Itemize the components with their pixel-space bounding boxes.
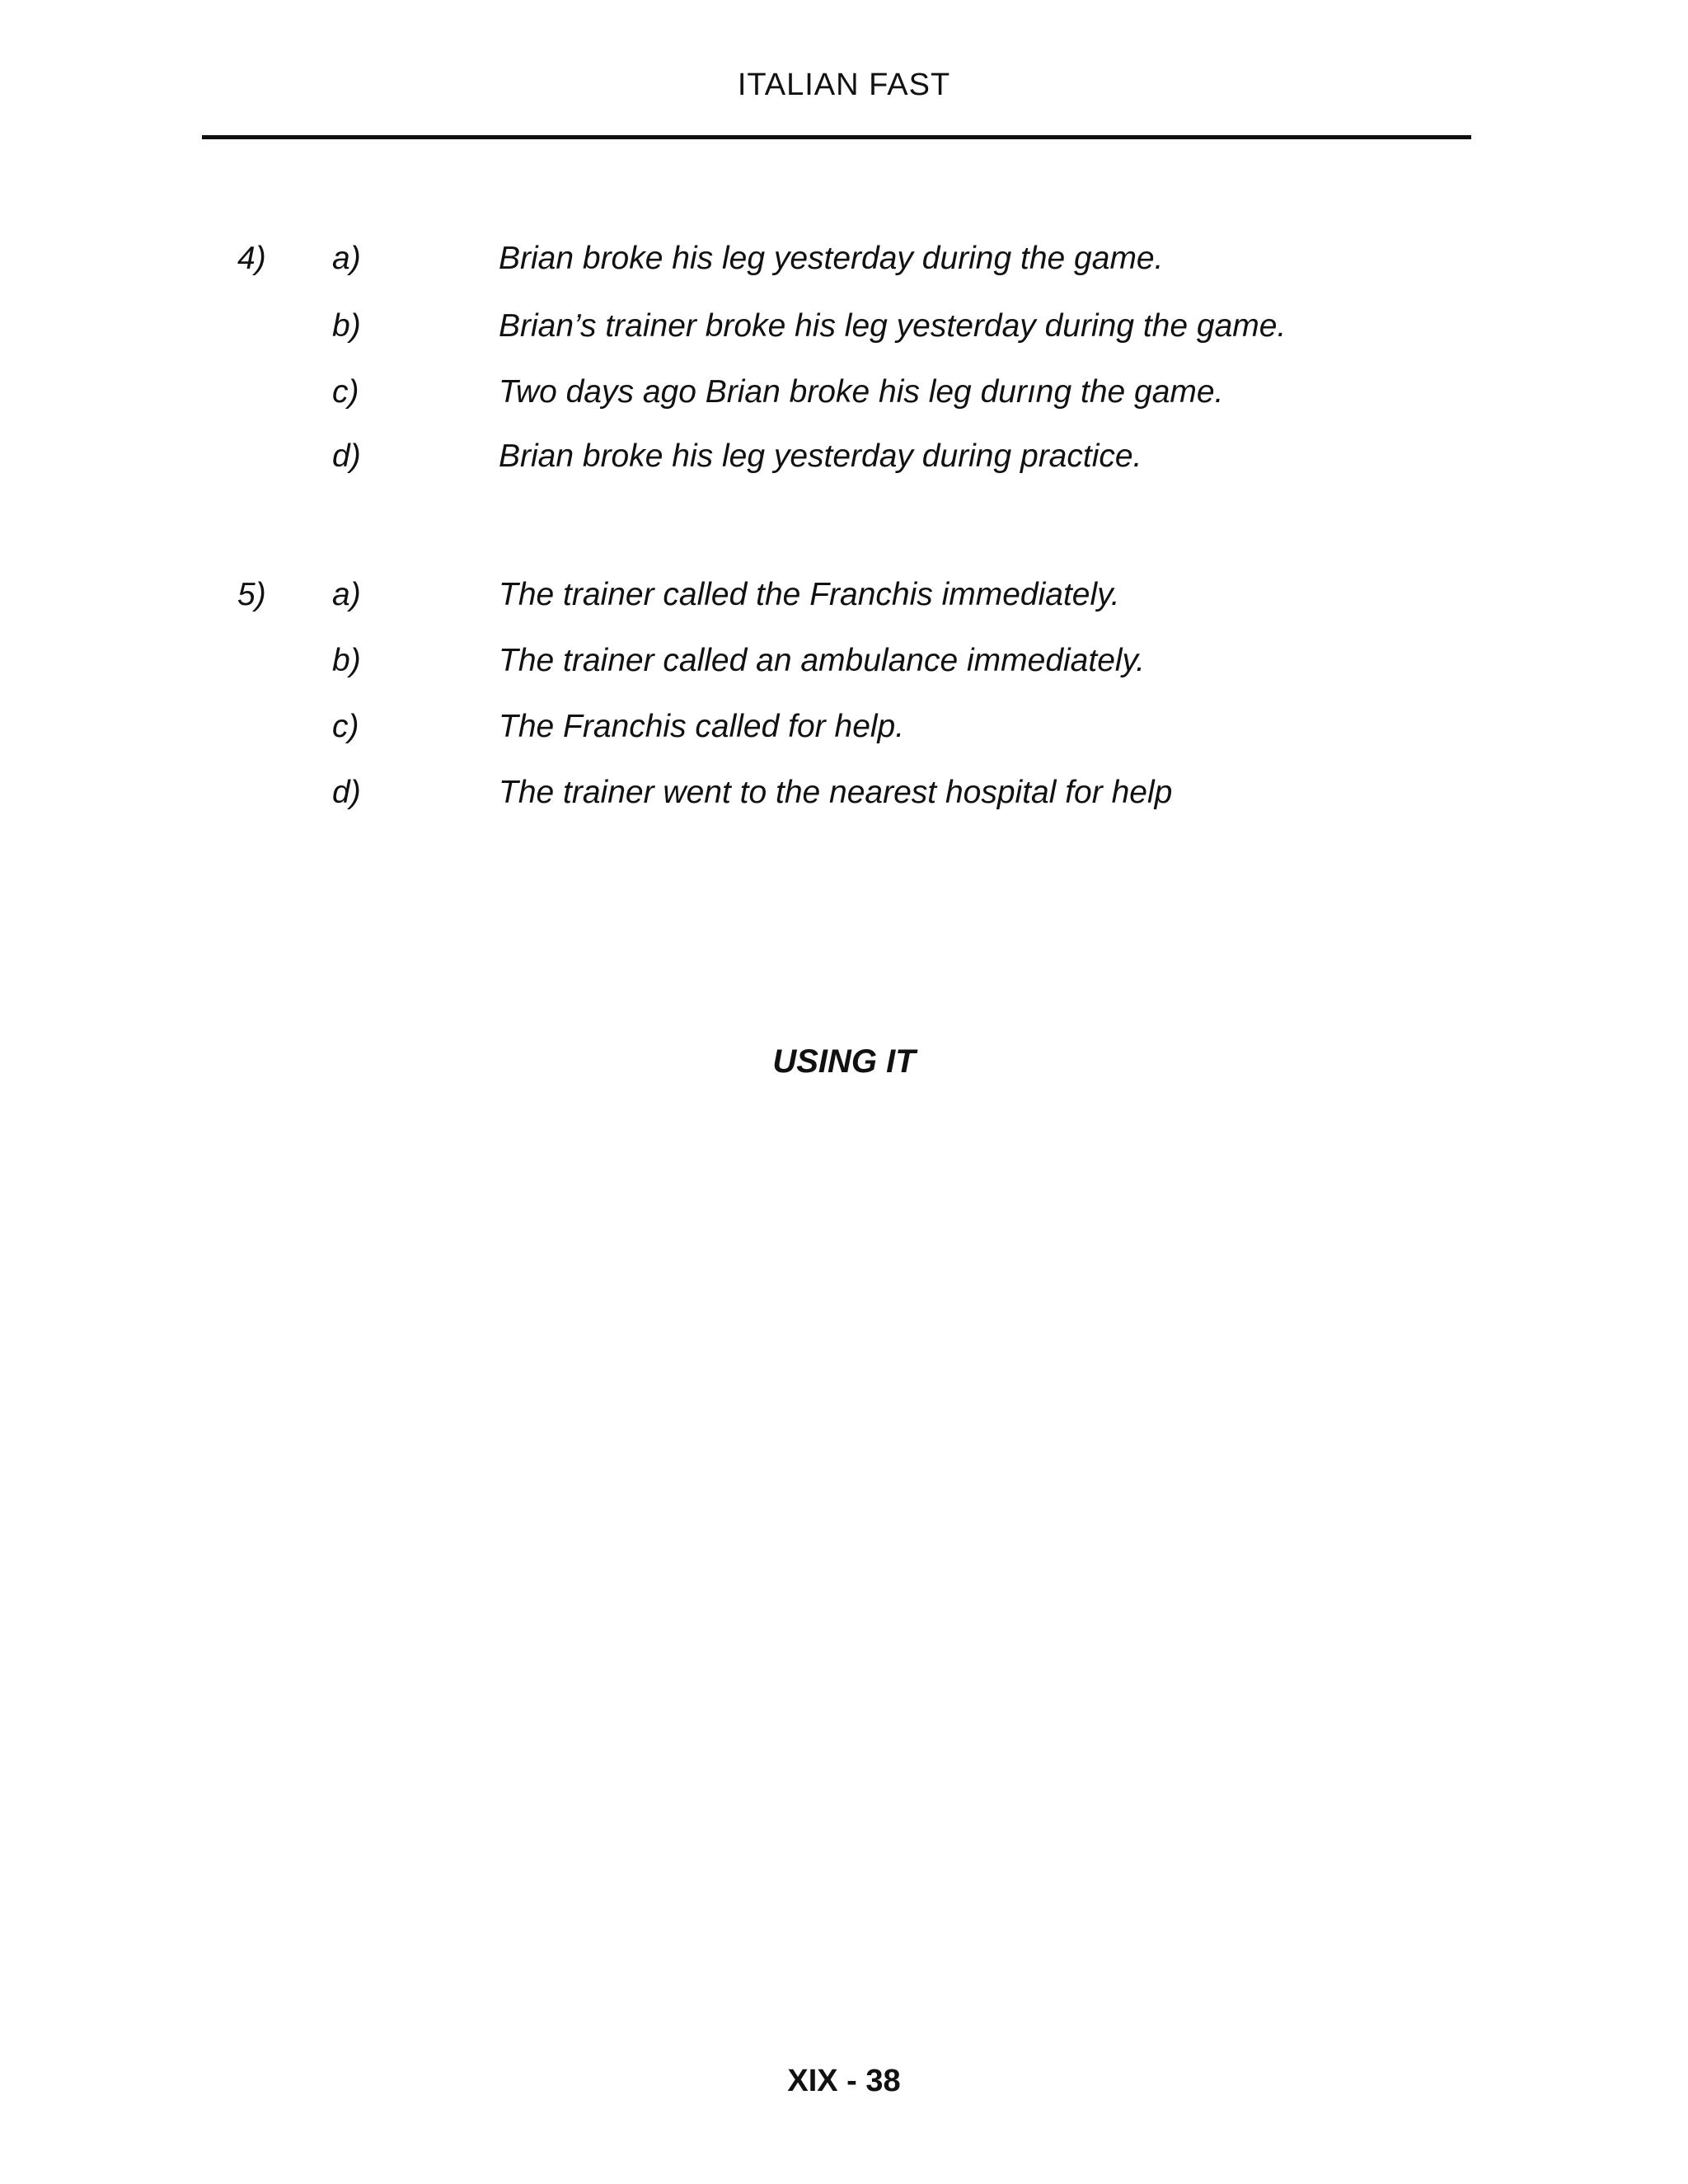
option-letter: d) — [332, 775, 361, 810]
header-divider — [202, 135, 1471, 139]
section-heading: USING IT — [772, 1043, 916, 1080]
option-text: Brian broke his leg yesterday during the game. — [499, 241, 1164, 276]
option-letter: b) — [332, 308, 361, 344]
option-5c — [0, 709, 1688, 758]
option-4b — [0, 308, 1688, 358]
option-letter: a) — [332, 241, 361, 276]
option-text: The trainer went to the nearest hospital for help — [499, 775, 1173, 810]
option-letter: c) — [332, 374, 359, 410]
option-5a — [0, 577, 1688, 626]
option-4a — [0, 241, 1688, 290]
option-text: The trainer called an ambulance immediately. — [499, 643, 1145, 678]
option-letter: b) — [332, 643, 361, 678]
option-text: The Franchis called for help. — [499, 709, 905, 744]
option-text: Two days ago Brian broke his leg durıng the game. — [499, 374, 1224, 410]
option-text: The trainer called the Franchis immediately. — [499, 577, 1120, 612]
question-number: 4) — [237, 241, 266, 276]
page-number: XIX - 38 — [787, 2064, 901, 2098]
option-text: Brian’s trainer broke his leg yesterday during the game. — [499, 308, 1287, 344]
option-letter: c) — [332, 709, 359, 744]
page-header-title: ITALIAN FAST — [737, 68, 951, 102]
option-5b — [0, 643, 1688, 692]
option-5d — [0, 775, 1688, 824]
option-4d — [0, 438, 1688, 488]
option-4c — [0, 374, 1688, 424]
option-letter: d) — [332, 438, 361, 474]
option-letter: a) — [332, 577, 361, 612]
question-number: 5) — [237, 577, 266, 612]
option-text: Brian broke his leg yesterday during practice. — [499, 438, 1142, 474]
